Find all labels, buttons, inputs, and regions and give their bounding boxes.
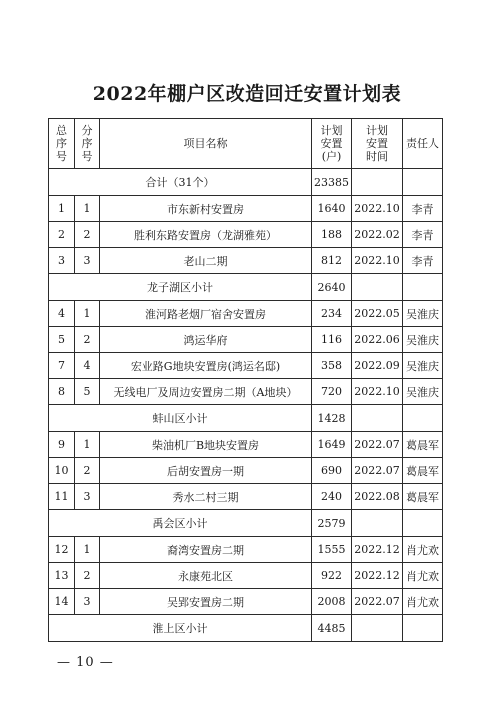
table-row — [49, 432, 443, 458]
row-sub-no: 1 — [75, 432, 100, 458]
subtotal-label: 蚌山区小计 — [49, 405, 312, 432]
row-total-no: 7 — [49, 353, 75, 379]
subtotal-empty-time — [352, 274, 403, 301]
row-project-name: 柴油机厂B地块安置房 — [100, 432, 312, 458]
row-project-name: 淮河路老烟厂宿舍安置房 — [100, 301, 312, 327]
row-time: 2022.07 — [352, 432, 403, 458]
subtotal-empty-owner — [403, 510, 443, 537]
row-total-no: 8 — [49, 379, 75, 405]
row-project-name: 无线电厂及周边安置房二期（A地块） — [100, 379, 312, 405]
row-households: 116 — [312, 327, 352, 353]
subtotal-row — [49, 274, 443, 301]
row-project-name: 后胡安置房一期 — [100, 458, 312, 484]
row-sub-no: 2 — [75, 458, 100, 484]
total-row — [49, 169, 443, 196]
row-owner: 吴淮庆 — [403, 327, 443, 353]
row-households: 812 — [312, 248, 352, 274]
row-time: 2022.09 — [352, 353, 403, 379]
table-row — [49, 589, 443, 615]
table-row — [49, 327, 443, 353]
row-time: 2022.07 — [352, 458, 403, 484]
total-empty-owner — [403, 169, 443, 196]
subtotal-row — [49, 405, 443, 432]
row-total-no: 10 — [49, 458, 75, 484]
row-owner: 葛晨军 — [403, 484, 443, 510]
row-sub-no: 3 — [75, 589, 100, 615]
table-row — [49, 222, 443, 248]
total-empty-time — [352, 169, 403, 196]
row-time: 2022.10 — [352, 379, 403, 405]
subtotal-households: 2579 — [312, 510, 352, 537]
header-owner: 责任人 — [403, 119, 443, 169]
row-owner: 葛晨军 — [403, 458, 443, 484]
subtotal-households: 1428 — [312, 405, 352, 432]
row-owner: 葛晨军 — [403, 432, 443, 458]
row-project-name: 秀水二村三期 — [100, 484, 312, 510]
row-time: 2022.02 — [352, 222, 403, 248]
table-row — [49, 484, 443, 510]
row-total-no: 11 — [49, 484, 75, 510]
subtotal-label: 禹会区小计 — [49, 510, 312, 537]
row-households: 234 — [312, 301, 352, 327]
subtotal-label: 淮上区小计 — [49, 615, 312, 642]
row-households: 2008 — [312, 589, 352, 615]
subtotal-households: 4485 — [312, 615, 352, 642]
row-time: 2022.12 — [352, 537, 403, 563]
row-owner: 肖尤欢 — [403, 537, 443, 563]
row-sub-no: 2 — [75, 327, 100, 353]
row-total-no: 2 — [49, 222, 75, 248]
total-label: 合计（31个） — [49, 169, 312, 196]
row-project-name: 市东新村安置房 — [100, 196, 312, 222]
subtotal-empty-owner — [403, 274, 443, 301]
table-row — [49, 458, 443, 484]
subtotal-label: 龙子湖区小计 — [49, 274, 312, 301]
subtotal-empty-owner — [403, 615, 443, 642]
row-households: 358 — [312, 353, 352, 379]
row-owner: 李青 — [403, 196, 443, 222]
row-project-name: 永康苑北区 — [100, 563, 312, 589]
row-total-no: 3 — [49, 248, 75, 274]
row-project-name: 宏业路G地块安置房(鸿运名邸) — [100, 353, 312, 379]
table-row — [49, 353, 443, 379]
row-time: 2022.06 — [352, 327, 403, 353]
row-sub-no: 2 — [75, 222, 100, 248]
row-households: 1640 — [312, 196, 352, 222]
row-sub-no: 1 — [75, 301, 100, 327]
table-row — [49, 196, 443, 222]
row-owner: 吴淮庆 — [403, 301, 443, 327]
row-time: 2022.10 — [352, 196, 403, 222]
row-households: 720 — [312, 379, 352, 405]
row-time: 2022.07 — [352, 589, 403, 615]
row-total-no: 4 — [49, 301, 75, 327]
row-owner: 吴淮庆 — [403, 353, 443, 379]
row-time: 2022.08 — [352, 484, 403, 510]
row-sub-no: 3 — [75, 248, 100, 274]
header-project-name: 项目名称 — [100, 119, 312, 169]
row-sub-no: 1 — [75, 537, 100, 563]
table-header-row — [49, 119, 443, 169]
row-owner: 肖尤欢 — [403, 589, 443, 615]
row-sub-no: 3 — [75, 484, 100, 510]
row-owner: 李青 — [403, 222, 443, 248]
subtotal-empty-time — [352, 510, 403, 537]
row-project-name: 裔湾安置房二期 — [100, 537, 312, 563]
row-sub-no: 4 — [75, 353, 100, 379]
row-households: 922 — [312, 563, 352, 589]
subtotal-empty-time — [352, 615, 403, 642]
row-total-no: 13 — [49, 563, 75, 589]
row-total-no: 14 — [49, 589, 75, 615]
table-row — [49, 379, 443, 405]
row-sub-no: 2 — [75, 563, 100, 589]
row-sub-no: 5 — [75, 379, 100, 405]
subtotal-empty-time — [352, 405, 403, 432]
row-owner: 李青 — [403, 248, 443, 274]
table-row — [49, 537, 443, 563]
row-time: 2022.10 — [352, 248, 403, 274]
row-owner: 肖尤欢 — [403, 563, 443, 589]
row-sub-no: 1 — [75, 196, 100, 222]
row-owner: 吴淮庆 — [403, 379, 443, 405]
row-households: 240 — [312, 484, 352, 510]
row-households: 1649 — [312, 432, 352, 458]
header-plan-time: 计划 安置 时间 — [352, 119, 403, 169]
row-total-no: 12 — [49, 537, 75, 563]
subtotal-households: 2640 — [312, 274, 352, 301]
row-households: 188 — [312, 222, 352, 248]
row-households: 1555 — [312, 537, 352, 563]
header-sub-no: 分 序 号 — [75, 119, 100, 169]
subtotal-row — [49, 510, 443, 537]
page-number: — 10 — — [57, 655, 114, 670]
row-project-name: 老山二期 — [100, 248, 312, 274]
subtotal-row — [49, 615, 443, 642]
row-total-no: 1 — [49, 196, 75, 222]
document-title: 2022年棚户区改造回迁安置计划表 — [92, 83, 402, 105]
table-row — [49, 563, 443, 589]
resettlement-plan-table — [48, 118, 443, 642]
table-row — [49, 301, 443, 327]
header-total-no: 总 序 号 — [49, 119, 75, 169]
row-households: 690 — [312, 458, 352, 484]
row-project-name: 鸿运华府 — [100, 327, 312, 353]
subtotal-empty-owner — [403, 405, 443, 432]
table-row — [49, 248, 443, 274]
row-total-no: 5 — [49, 327, 75, 353]
header-plan-households: 计划 安置 (户) — [312, 119, 352, 169]
row-project-name: 胜利东路安置房（龙湖雅苑） — [100, 222, 312, 248]
total-households: 23385 — [312, 169, 352, 196]
row-project-name: 吴郢安置房二期 — [100, 589, 312, 615]
row-total-no: 9 — [49, 432, 75, 458]
row-time: 2022.12 — [352, 563, 403, 589]
row-time: 2022.05 — [352, 301, 403, 327]
